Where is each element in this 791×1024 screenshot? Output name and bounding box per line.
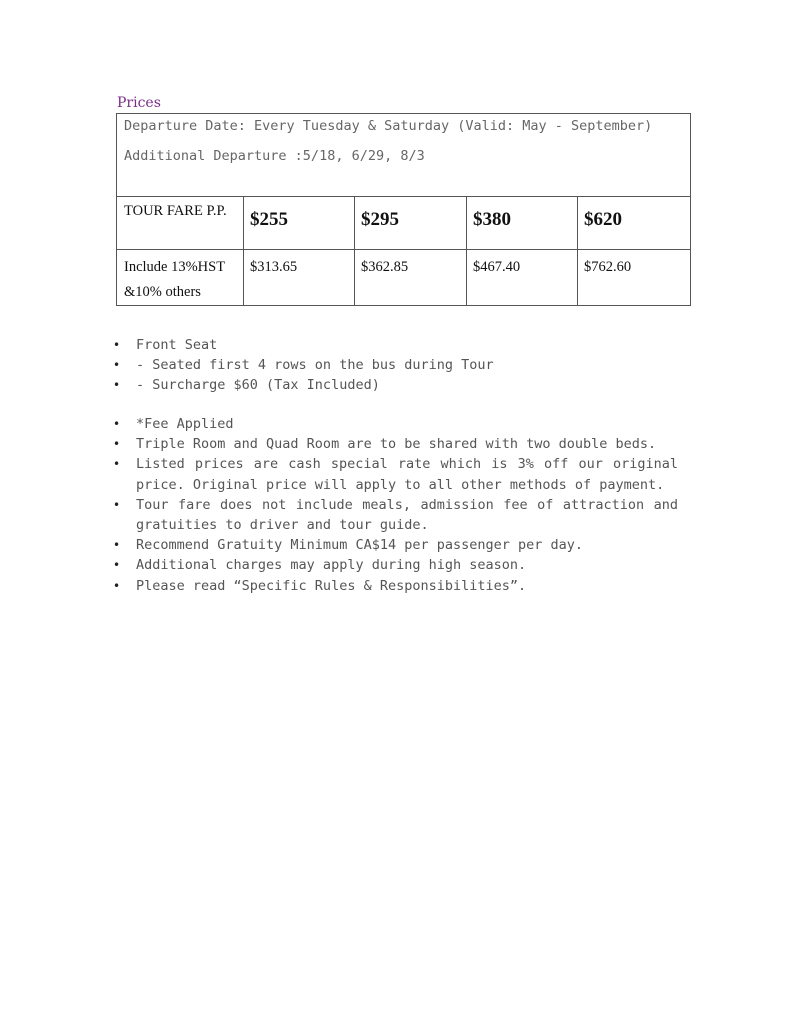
bullet-icon: • [113,338,121,352]
list-item-text: Additional charges may apply during high season. [136,557,527,574]
tour-fare-label: TOUR FARE P.P. [117,197,244,250]
tax-label-line-2: &10% others [124,284,201,300]
list-item-text: - Seated first 4 rows on the bus during Tour [136,357,494,374]
bullet-icon: • [113,437,121,452]
departure-date-text: Departure Date: Every Tuesday & Saturday (Valid: May - September) [124,118,653,134]
list-item-text: *Fee Applied [136,416,234,432]
front-seat-list [113,335,678,396]
list-item [113,375,678,395]
list-item [113,535,678,555]
departure-row [117,114,691,197]
fare-price-3: $380 [467,197,578,250]
bullet-icon: • [113,538,121,553]
tax-price-3: $467.40 [467,250,578,306]
list-item-text: Triple Room and Quad Room are to be shared with two double beds. [136,436,657,453]
departure-cell [117,114,691,197]
list-item-text: Listed prices are cash special rate which is 3% off our original price. Original price will apply to all other methods of payment. [136,456,678,493]
bullet-icon: • [113,558,121,573]
bullet-icon: • [113,378,121,393]
tax-included-label [117,250,244,306]
bullet-icon: • [113,497,121,512]
bullet-icon: • [113,417,121,431]
tax-price-2: $362.85 [355,250,467,306]
list-item [113,555,678,575]
additional-departure-text: Additional Departure :5/18, 6/29, 8/3 [124,148,425,164]
tax-included-row [117,250,691,306]
list-item [113,355,678,375]
tour-fare-row [117,197,691,250]
bullet-icon: • [113,457,121,472]
list-item [113,495,678,535]
list-item [113,576,678,596]
fare-price-4: $620 [578,197,691,250]
list-item-text: Please read “Specific Rules & Responsibilities”. [136,577,527,594]
bullet-icon: • [113,578,121,593]
tax-label-line-1: Include 13%HST [124,259,226,275]
tax-price-1: $313.65 [244,250,355,306]
list-item [113,335,678,355]
fare-price-1: $255 [244,197,355,250]
tax-price-4: $762.60 [578,250,691,306]
list-item-text: Front Seat [136,337,218,353]
fare-price-2: $295 [355,197,467,250]
prices-heading: Prices [117,95,161,111]
list-item [113,414,678,434]
list-item [113,454,678,494]
notes-list [113,414,678,596]
list-item-text: - Surcharge $60 (Tax Included) [136,377,380,394]
list-item-text: Tour fare does not include meals, admission fee of attraction and gratuities to driver and tour guide. [136,496,678,534]
price-table [116,113,691,306]
bullet-icon: • [113,358,121,373]
list-item-text: Recommend Gratuity Minimum CA$14 per passenger per day. [136,537,584,554]
list-item [113,434,678,454]
